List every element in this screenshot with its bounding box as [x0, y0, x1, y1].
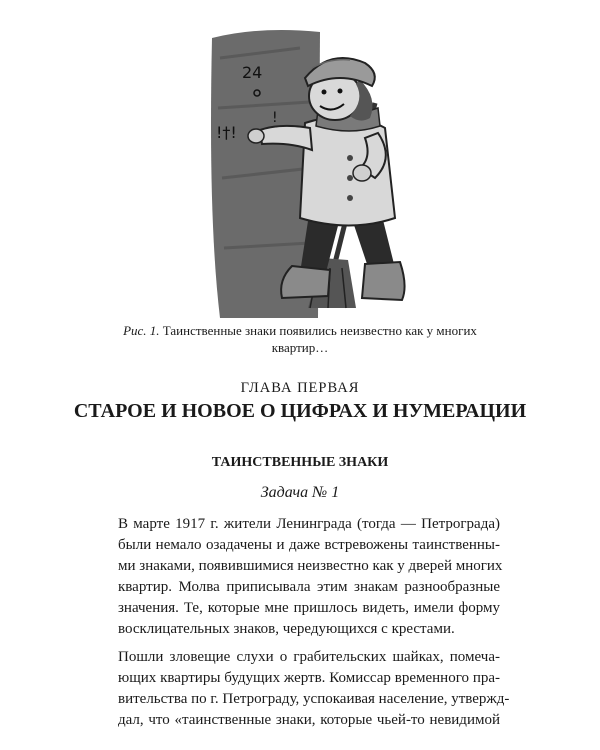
text-line: В марте 1917 г. жители Ленинграда (тогда — Петрограда)	[118, 516, 500, 532]
wall-number: 24	[242, 63, 263, 82]
text-line: были немало озадачены и даже встревожены таинственны-	[118, 537, 500, 553]
right-boot	[362, 262, 405, 300]
hand-with-chalk	[248, 129, 264, 143]
text-line: Пошли зловещие слухи о грабительских шайках, помеча-	[118, 649, 500, 665]
left-boot	[281, 266, 330, 298]
text-line: ми знаками, появившимися неизвестно как у дверей многих	[118, 558, 503, 574]
problem-title: Задача № 1	[260, 484, 340, 501]
chapter-label: ГЛАВА ПЕРВАЯ	[240, 380, 360, 396]
caption-text: Таинственные знаки появились неизвестно как у многих	[159, 323, 477, 338]
text-line: дал, что «таинственные знаки, которые чьей-то невидимой	[118, 712, 500, 728]
text-line: вительства по г. Петрограду, успокаивая население, утвержд-	[118, 691, 510, 707]
svg-text:!: !	[272, 110, 278, 126]
paragraph-1	[96, 514, 503, 640]
chapter-title: СТАРОЕ И НОВОЕ О ЦИФРАХ И НУМЕРАЦИИ	[73, 400, 527, 422]
section-title: ТАИНСТВЕННЫЕ ЗНАКИ	[211, 455, 389, 470]
illustration-janitor	[200, 18, 440, 318]
figure-caption	[60, 322, 540, 356]
text-line: квартир. Молва приписывала этим знакам разнообразные	[118, 579, 500, 595]
text-line: ющих квартиры будущих жертв. Комиссар временного пра-	[118, 670, 500, 686]
paragraph-2	[96, 647, 510, 731]
janitor-drawing	[200, 18, 440, 318]
caption-text-end: квартир…	[271, 340, 329, 355]
chalk-marks: !†!	[216, 123, 237, 142]
body-text	[96, 514, 510, 731]
text-line: значения. Те, которые мне пришлось видеть, имели форму	[118, 600, 500, 616]
text-line: восклицательных знаков, чередующихся с крестами.	[118, 621, 455, 637]
caption-label: Рис. 1.	[123, 323, 160, 338]
